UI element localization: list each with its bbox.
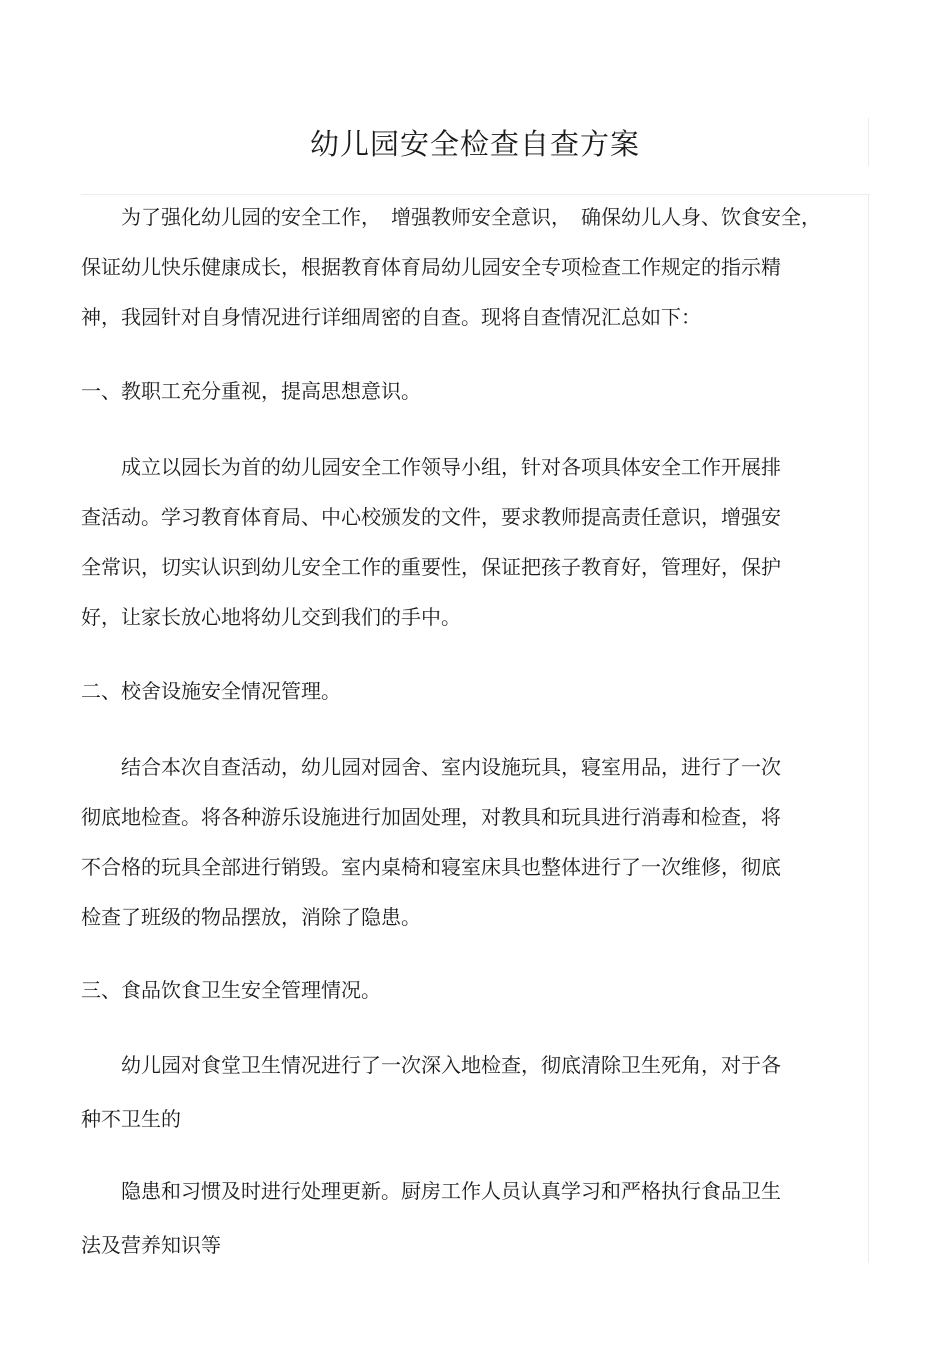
section-2-line: 结合本次自查活动，幼儿园对园舍、室内设施玩具，寝室用品，进行了一次 xyxy=(121,755,781,779)
intro-line: 为了强化幼儿园的安全工作， 增强教师安全意识， 确保幼儿人身、饮食安全， xyxy=(121,205,821,229)
section-1-paragraph xyxy=(81,442,856,642)
section-2-line: 彻底地检查。将各种游乐设施进行加固处理，对教具和玩具进行消毒和检查，将 xyxy=(81,805,781,829)
section-1-line: 好，让家长放心地将幼儿交到我们的手中。 xyxy=(81,605,461,629)
section-3-paragraph-2 xyxy=(81,1164,856,1272)
title-side-divider xyxy=(868,118,869,166)
section-3-line: 幼儿园对食堂卫生情况进行了一次深入地检查，彻底清除卫生死角，对于各 xyxy=(121,1053,781,1077)
section-1-line: 查活动。学习教育体育局、中心校颁发的文件，要求教师提高责任意识，增强安 xyxy=(81,505,781,529)
section-heading-3: 三、食品饮食卫生安全管理情况。 xyxy=(81,978,381,1002)
document-title: 幼儿园安全检查自查方案 xyxy=(309,127,640,161)
section-3-line: 隐患和习惯及时进行处理更新。厨房工作人员认真学习和严格执行食品卫生 xyxy=(121,1179,781,1203)
intro-line: 保证幼儿快乐健康成长，根据教育体育局幼儿园安全专项检查工作规定的指示精 xyxy=(81,255,781,279)
section-3-line: 种不卫生的 xyxy=(81,1107,181,1131)
section-heading-2: 二、校舍设施安全情况管理。 xyxy=(81,679,341,703)
section-1-line: 成立以园长为首的幼儿园安全工作领导小组，针对各项具体安全工作开展排 xyxy=(121,455,781,479)
section-1-line: 全常识，切实认识到幼儿安全工作的重要性，保证把孩子教育好，管理好，保护 xyxy=(81,555,781,579)
intro-line: 神，我园针对自身情况进行详细周密的自查。现将自查情况汇总如下： xyxy=(81,305,701,329)
section-3-line: 法及营养知识等 xyxy=(81,1233,221,1257)
intro-paragraph xyxy=(81,192,856,342)
page-side-divider xyxy=(868,195,869,1263)
section-3-paragraph-1 xyxy=(81,1038,856,1146)
section-2-paragraph xyxy=(81,742,856,942)
section-2-line: 不合格的玩具全部进行销毁。室内桌椅和寝室床具也整体进行了一次维修，彻底 xyxy=(81,855,781,879)
section-2-line: 检查了班级的物品摆放，消除了隐患。 xyxy=(81,905,421,929)
section-heading-1: 一、教职工充分重视，提高思想意识。 xyxy=(81,379,421,403)
